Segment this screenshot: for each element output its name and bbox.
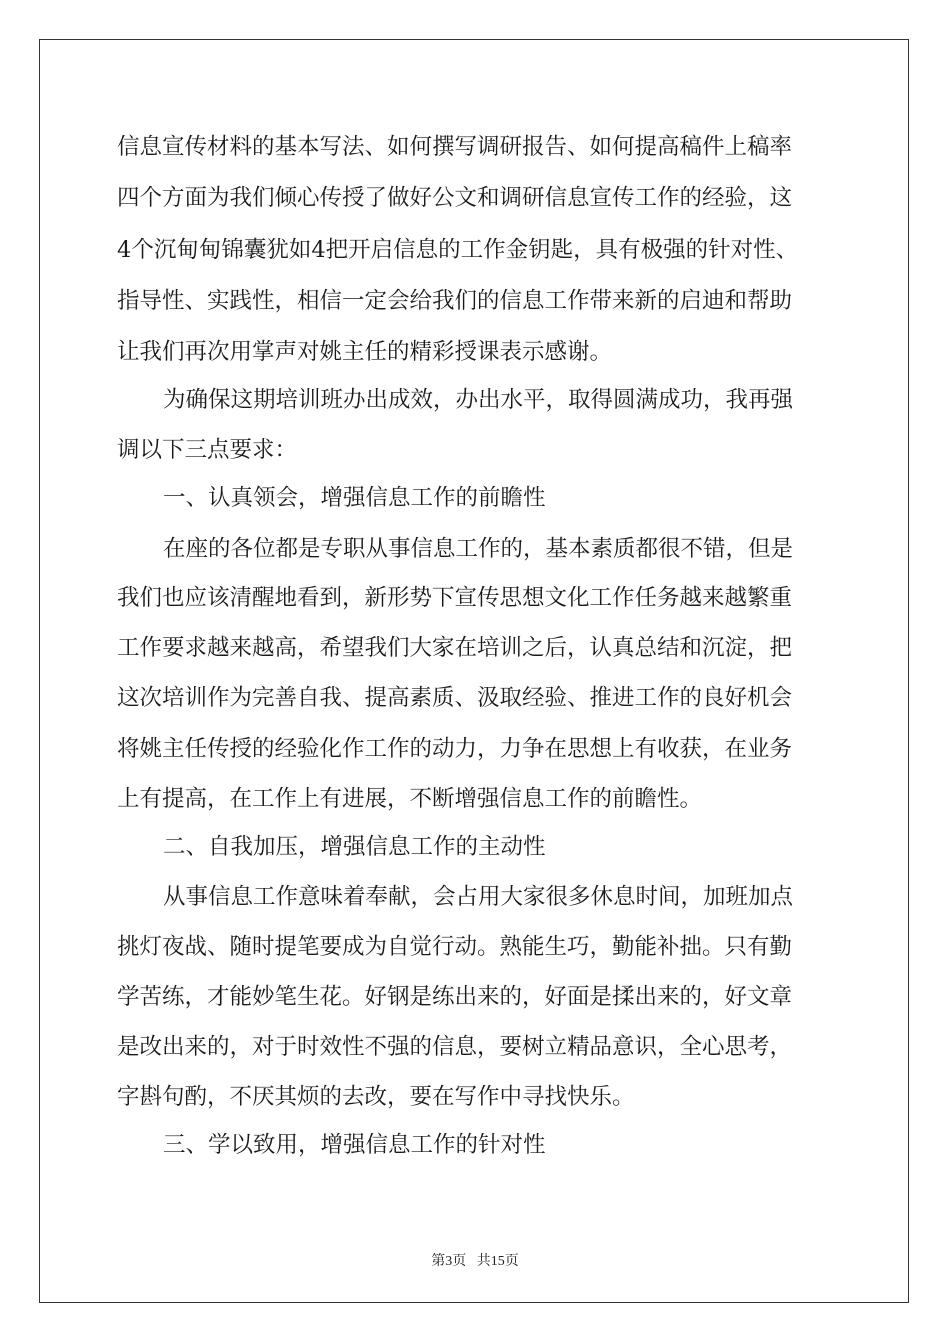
text-line: 指导性、实践性，相信一定会给我们的信息工作带来新的启迪和帮助 xyxy=(117,288,793,314)
text-line: 4个沉甸甸锦囊犹如4把开启信息的工作金钥匙，具有极强的针对性、 xyxy=(117,237,799,263)
section-heading: 三、学以致用，增强信息工作的针对性 xyxy=(163,1132,546,1158)
text-line: 从事信息工作意味着奉献，会占用大家很多休息时间，加班加点 xyxy=(163,884,794,910)
text-line: 上有提高，在工作上有进展，不断增强信息工作的前瞻性。 xyxy=(117,786,703,812)
text-line: 四个方面为我们倾心传授了做好公文和调研信息宣传工作的经验，这 xyxy=(117,185,793,211)
text-line: 在座的各位都是专职从事信息工作的，基本素质都很不错，但是 xyxy=(163,536,794,562)
text-line: 信息宣传材料的基本写法、如何撰写调研报告、如何提高稿件上稿率 xyxy=(117,134,793,160)
text-line: 字斟句酌，不厌其烦的去改，要在写作中寻找快乐。 xyxy=(117,1084,635,1110)
page-total: 共15页 xyxy=(476,1254,519,1269)
text-line: 这次培训作为完善自我、提高素质、汲取经验、推进工作的良好机会 xyxy=(117,685,793,711)
text-line: 调以下三点要求： xyxy=(117,437,298,463)
page-number: 第3页 xyxy=(431,1254,467,1269)
text-line: 为确保这期培训班办出成效，办出水平，取得圆满成功，我再强 xyxy=(163,387,794,413)
text-line: 是改出来的，对于时效性不强的信息，要树立精品意识，全心思考， xyxy=(117,1034,793,1060)
text-line: 让我们再次用掌声对姚主任的精彩授课表示感谢。 xyxy=(117,339,613,365)
section-heading: 一、认真领会，增强信息工作的前瞻性 xyxy=(163,485,546,511)
text-line: 挑灯夜战、随时提笔要成为自觉行动。熟能生巧，勤能补拙。只有勤 xyxy=(117,934,793,960)
text-line: 我们也应该清醒地看到，新形势下宣传思想文化工作任务越来越繁重 xyxy=(117,585,793,611)
text-line: 将姚主任传授的经验化作工作的动力，力争在思想上有收获，在业务 xyxy=(117,736,793,762)
page-footer xyxy=(0,1250,950,1270)
page-border xyxy=(39,39,909,1303)
text-line: 学苦练，才能妙笔生花。好钢是练出来的，好面是揉出来的，好文章 xyxy=(117,984,793,1010)
text-line: 工作要求越来越高，希望我们大家在培训之后，认真总结和沉淀，把 xyxy=(117,635,793,661)
section-heading: 二、自我加压，增强信息工作的主动性 xyxy=(163,834,546,860)
